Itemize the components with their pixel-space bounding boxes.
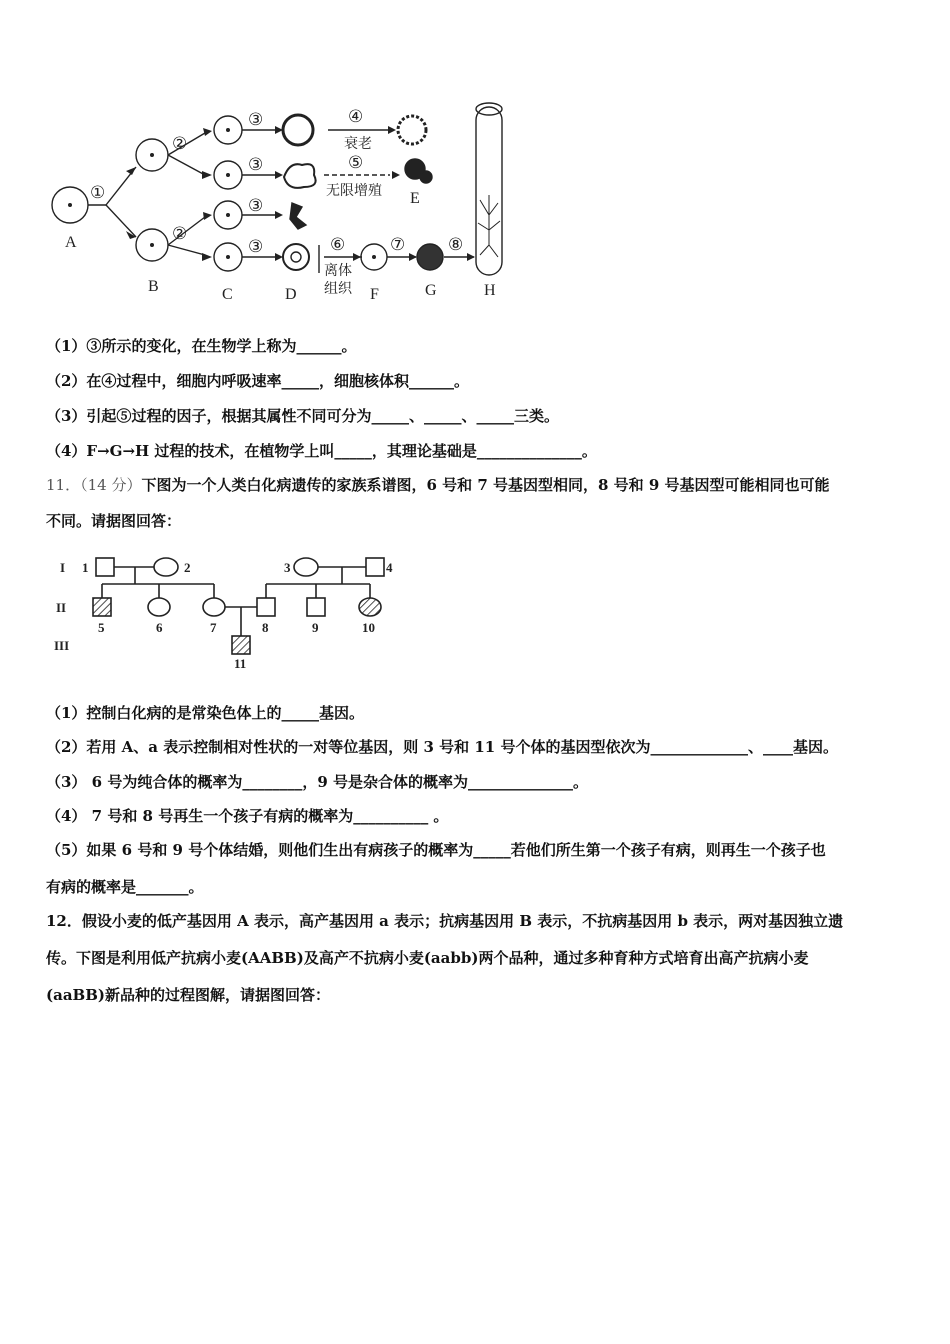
person-3 [294,558,318,576]
person-10 [359,598,381,616]
person-9 [307,598,325,616]
gen-label-3: III [54,638,70,653]
q11-part-2: （2）若用 A、a 表示控制相对性状的一对等位基因，则 3 号和 11 号个体的基因型依次为_____________、____基因。 [46,738,838,756]
label-a: A [65,234,77,251]
q10-part-4: （4）F→G→H 过程的技术，在植物学上叫_____，其理论基础是______________。 [46,442,597,460]
gen-label-2: II [56,600,67,615]
num-9: 9 [312,620,319,635]
step-2-top: ② [172,134,188,153]
step-8: ⑧ [448,235,464,254]
num-7: 7 [210,620,217,635]
isolated-label-1: 离体 [324,264,352,279]
cell-senescent [398,116,426,144]
person-6 [148,598,170,616]
cell-d2 [284,164,316,188]
label-b: B [148,278,159,295]
step-1: ① [90,183,106,202]
label-h: H [484,282,496,299]
cell-d4 [283,244,309,270]
pedigree-chart [48,552,408,670]
label-f: F [370,286,379,303]
step-7: ⑦ [390,235,406,254]
num-1: 1 [82,560,89,575]
person-4 [366,558,384,576]
q11-part-4: （4） 7 号和 8 号再生一个孩子有病的概率为__________ 。 [46,807,449,825]
num-8: 8 [262,620,269,635]
q12-line-2: 传。下图是利用低产抗病小麦(AABB)及高产不抗病小麦(aabb)两个品种，通过多种育种方式培育出高产抗病小麦 [46,949,809,967]
proliferation-label: 无限增殖 [326,184,382,199]
cell-d3 [290,203,306,229]
person-7 [203,598,225,616]
num-6: 6 [156,620,163,635]
test-tube-h [476,107,502,275]
q11-part-1: （1）控制白化病的是常染色体上的_____基因。 [46,704,364,722]
senescence-label: 衰老 [344,137,372,152]
num-4: 4 [386,560,393,575]
step-3b: ③ [248,155,264,174]
label-c: C [222,286,233,303]
gen-label-1: I [60,560,66,575]
q11-stem-line-1 [46,474,830,495]
callus-g [417,244,443,270]
step-2-bottom: ② [172,224,188,243]
step-3a: ③ [248,110,264,129]
step-3c: ③ [248,196,264,215]
person-5 [93,598,111,616]
step-5: ⑤ [348,153,364,172]
q11-stem-line-2: 不同。请据图回答： [46,512,182,530]
q10-part-1: （1）③所示的变化，在生物学上称为______。 [46,337,357,355]
cell-d1 [283,115,313,145]
person-11 [232,636,250,654]
q11-stem-text: 下图为一个人类白化病遗传的家族系谱图，6 号和 7 号基因型相同，8 号和 9 号基因型可能相同也可能 [141,476,830,494]
q12-line-1: 12．假设小麦的低产基因用 A 表示，高产基因用 a 表示；抗病基因用 B 表示，不抗病基因用 b 表示，两对基因独立遗 [46,912,844,930]
isolated-label-2: 组织 [324,282,352,297]
num-3: 3 [284,560,291,575]
step-6: ⑥ [330,235,346,254]
label-g: G [425,282,437,299]
person-1 [96,558,114,576]
num-10: 10 [362,620,375,635]
num-2: 2 [184,560,191,575]
q10-part-3: （3）引起⑤过程的因子，根据其属性不同可分为_____、_____、_____三类。 [46,407,559,425]
q11-part-5-line-2: 有病的概率是_______。 [46,878,204,896]
q11-part-5-line-1: （5）如果 6 号和 9 号个体结婚，则他们生出有病孩子的概率为_____若他们所生第一个孩子有病，则再生一个孩子也 [46,841,826,859]
cell-process-diagram [40,95,520,310]
step-3d: ③ [248,237,264,256]
q12-line-3: (aaBB)新品种的过程图解，请据图回答： [46,986,330,1004]
step-4: ④ [348,107,364,126]
person-8 [257,598,275,616]
q11-number: 11．（14 分） [46,476,142,494]
q11-part-3: （3） 6 号为纯合体的概率为________，9 号是杂合体的概率为______________。 [46,773,588,791]
num-5: 5 [98,620,105,635]
person-2 [154,558,178,576]
q10-part-2: （2）在④过程中，细胞内呼吸速率_____，细胞核体积______。 [46,372,469,390]
label-e: E [410,190,420,207]
label-d: D [285,286,297,303]
num-11: 11 [234,656,247,670]
